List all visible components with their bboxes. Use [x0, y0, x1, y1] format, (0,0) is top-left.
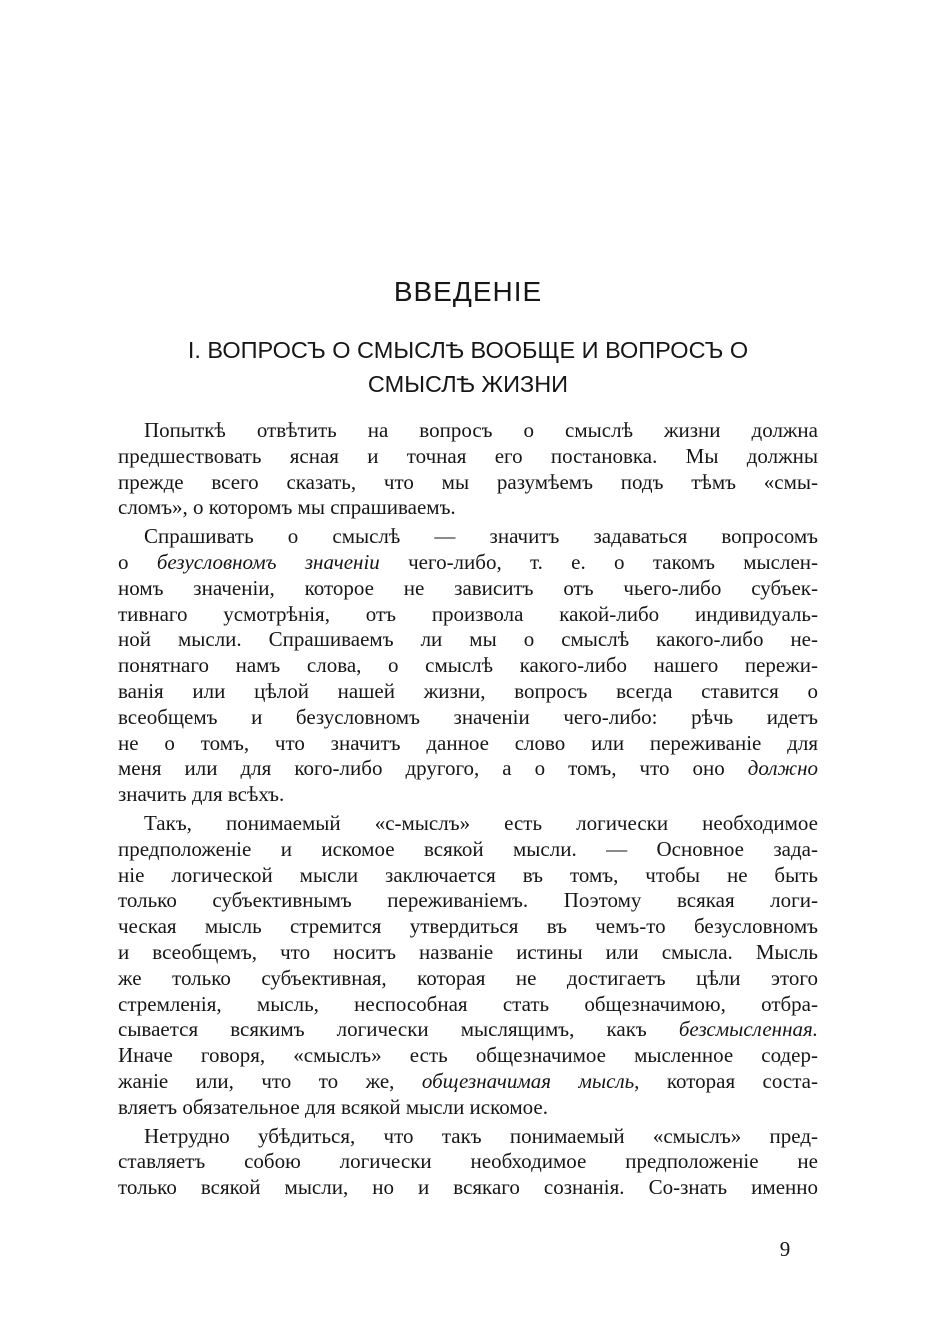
text-line — [118, 524, 818, 550]
text-line — [118, 992, 818, 1018]
text-line — [118, 1124, 818, 1150]
paragraph — [118, 811, 818, 1121]
section-title-line-2: СМЫСЛѢ ЖИЗНИ — [367, 371, 569, 397]
text-run: тивнаго усмотрѣнія, отъ произвола какой-либо индивидуаль- — [118, 601, 818, 626]
text-run: ніе логической мысли заключается въ томъ, чтобы не быть — [118, 862, 818, 887]
italic-text: безсмысленная. — [678, 1017, 818, 1042]
text-run: Спрашивать о смыслѣ — значитъ задаваться вопросомъ — [144, 524, 818, 549]
text-line — [118, 756, 818, 782]
text-line — [118, 837, 818, 863]
text-run: которая соста- — [639, 1068, 818, 1093]
text-line — [118, 679, 818, 705]
text-line — [118, 940, 818, 966]
italic-text: безусловномъ значеніи — [156, 549, 380, 574]
text-run: жаніе или, что то же, — [118, 1068, 422, 1093]
text-line — [118, 1149, 818, 1175]
text-line — [118, 418, 818, 444]
text-line — [118, 470, 818, 496]
text-line — [118, 782, 818, 808]
text-line — [118, 1017, 818, 1043]
section-title-line-1: I. ВОПРОСЪ О СМЫСЛѢ ВООБЩЕ И ВОПРОСЪ О — [187, 337, 749, 363]
text-line — [118, 550, 818, 576]
text-line — [118, 627, 818, 653]
text-line — [118, 602, 818, 628]
text-run: меня или для кого-либо другого, а о томъ, что оно — [118, 756, 748, 781]
text-run: Такъ, понимаемый «с-мыслъ» есть логически необходимое — [144, 810, 818, 835]
text-run: Иначе говоря, «смыслъ» есть общезначимое мысленное содер- — [118, 1043, 818, 1068]
italic-text: общезначимая мысль, — [421, 1068, 640, 1093]
text-line — [118, 705, 818, 731]
text-run: ставляетъ собою логически необходимое предположеніе не — [118, 1149, 818, 1174]
body-text — [118, 418, 818, 1201]
text-line — [118, 966, 818, 992]
text-run: Нетрудно убѣдиться, что такъ понимаемый «смыслъ» пред- — [144, 1123, 818, 1148]
text-line — [118, 914, 818, 940]
text-run: о — [118, 549, 157, 574]
text-line — [118, 653, 818, 679]
text-run: вляетъ обязательное для всякой мысли искомое. — [118, 1094, 548, 1119]
paragraph — [118, 418, 818, 521]
text-run: чего-либо, т. е. о такомъ мыслен- — [379, 549, 819, 574]
text-run: прежде всего сказать, что мы разумѣемъ подъ тѣмъ «смы- — [118, 469, 818, 494]
text-line — [118, 863, 818, 889]
text-line — [118, 811, 818, 837]
text-run: номъ значеніи, которое не зависитъ отъ чьего-либо субъек- — [118, 575, 818, 600]
text-run: не о томъ, что значитъ данное слово или переживаніе для — [118, 730, 818, 755]
text-run: же только субъективная, которая не достигаетъ цѣли этого — [118, 965, 818, 990]
text-run: предположеніе и искомое всякой мысли. — Основное зада- — [118, 836, 818, 861]
text-line — [118, 576, 818, 602]
text-run: понятнаго намъ слова, о смыслѣ какого-либо нашего пережи- — [118, 653, 818, 678]
text-line — [118, 731, 818, 757]
text-run: и всеобщемъ, что носитъ названіе истины или смысла. Мысль — [118, 939, 818, 964]
text-run: только субъективнымъ переживаніемъ. Поэтому всякая логи- — [118, 888, 818, 913]
text-run: ванія или цѣлой нашей жизни, вопросъ всегда ставится о — [118, 678, 818, 703]
text-line — [118, 1043, 818, 1069]
paragraph — [118, 524, 818, 808]
text-run: Попыткѣ отвѣтить на вопросъ о смыслѣ жизни должна — [144, 418, 818, 442]
text-run: сывается всякимъ логически мыслящимъ, какъ — [118, 1017, 679, 1042]
text-line — [118, 1069, 818, 1095]
text-run: стремленія, мысль, неспособная стать общезначимою, отбра- — [118, 991, 818, 1016]
text-run: ческая мысль стремится утвердиться въ чемъ-то безусловномъ — [118, 914, 818, 939]
text-run: всеобщемъ и безусловномъ значеніи чего-либо: рѣчь идетъ — [118, 704, 818, 729]
text-line — [118, 444, 818, 470]
text-run: ной мысли. Спрашиваемъ ли мы о смыслѣ какого-либо не- — [118, 627, 818, 652]
text-run: только всякой мысли, но и всякаго сознанія. Со-знать именно — [118, 1175, 818, 1200]
text-run: сломъ», о которомъ мы спрашиваемъ. — [118, 495, 456, 520]
text-line — [118, 1175, 818, 1201]
italic-text: должно — [747, 756, 818, 781]
text-line — [118, 495, 818, 521]
paragraph — [118, 1124, 818, 1201]
section-title — [110, 333, 826, 401]
text-run: значить для всѣхъ. — [118, 782, 285, 807]
text-line — [118, 888, 818, 914]
page-number: 9 — [779, 1237, 791, 1261]
text-line — [118, 1095, 818, 1121]
text-run: предшествовать ясная и точная его постановка. Мы должны — [118, 443, 818, 468]
chapter-title: ВВЕДЕНІЕ — [393, 276, 543, 307]
